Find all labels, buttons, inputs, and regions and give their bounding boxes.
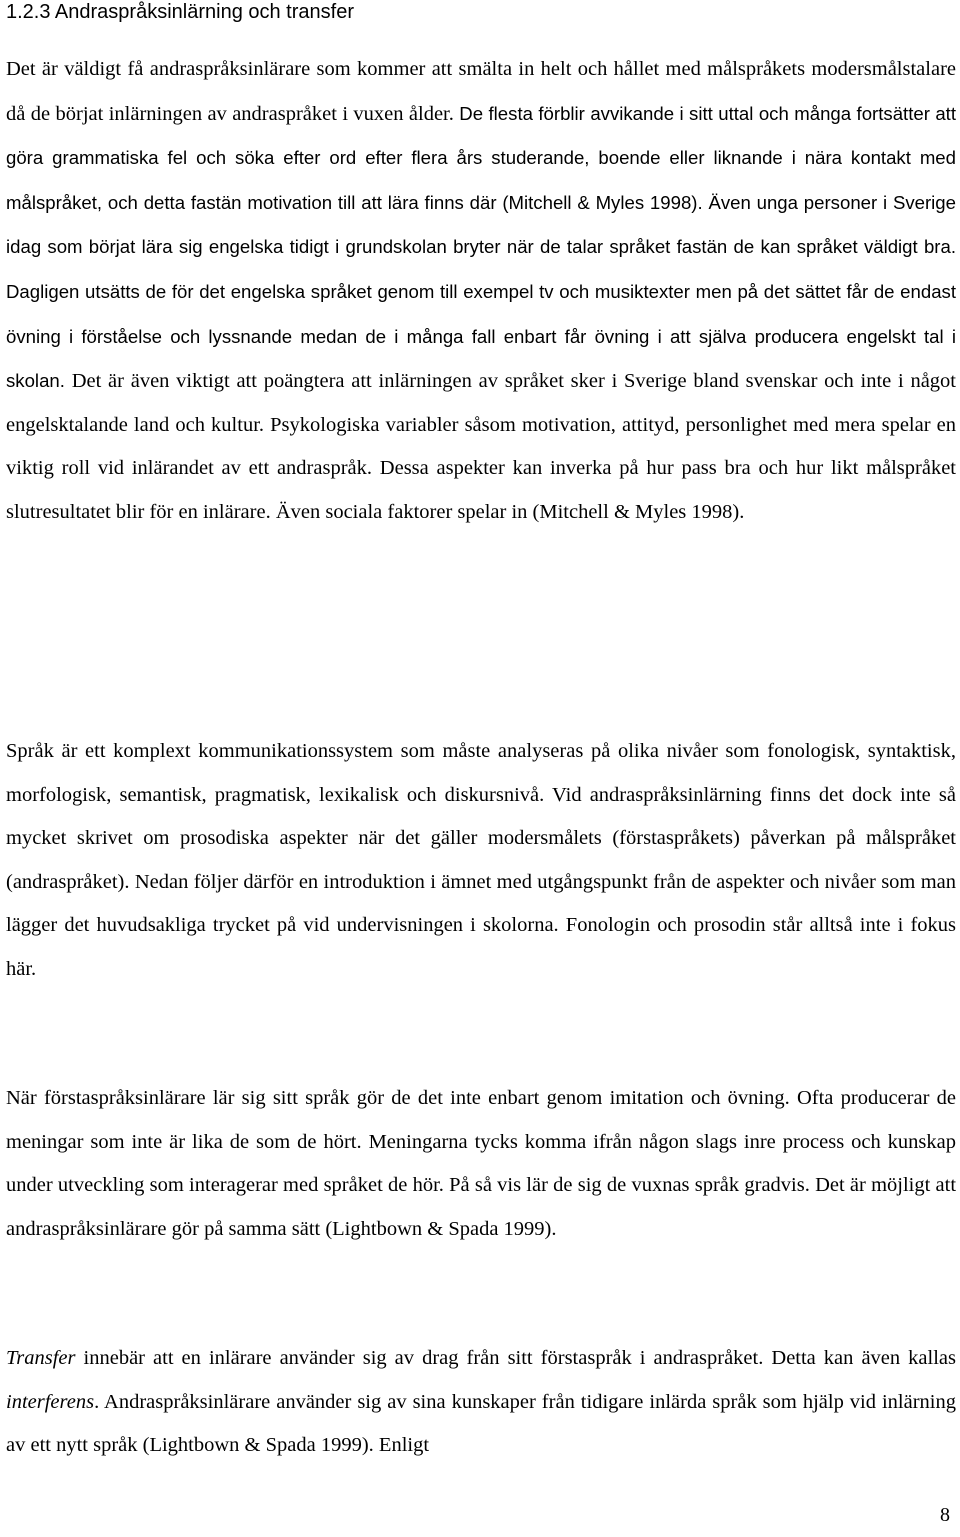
page-number: 8 <box>940 1504 950 1526</box>
p3-sentence-4: På så vis lär de sig de vuxnas språk gradvis. <box>449 1174 810 1197</box>
p2-sentence-1: Språk är ett komplext kommunikationssystem som måste analyseras på olika nivåer som fonologisk, syntaktisk, morfologisk, semantisk, pragmatisk, lexikalisk och diskursnivå. <box>6 740 956 806</box>
term-interferens: interferens <box>6 1390 95 1413</box>
p1-sentence-4: Dagligen utsätts de för det engelska språket genom till exempel tv och musiktexter men på det sättet får de endast övning i förståelse och lyssnande medan de i många fall enbart får övning i att själva producera engelskt tal i skolan. <box>6 280 956 392</box>
paragraph-3 <box>6 1077 956 1251</box>
p1-sentence-6: Psykologiska variabler såsom motivation, attityd, personlighet med mera spelar en viktig roll vid inlärandet av ett andraspråk. <box>6 413 957 480</box>
term-transfer: Transfer <box>6 1347 76 1369</box>
p3-sentence-2: Ofta producerar de meningar som inte är lika de som de hört. <box>6 1087 956 1153</box>
section-heading: 1.2.3 Andraspråksinlärning och transfer <box>6 1 354 23</box>
paragraph-1 <box>6 48 956 535</box>
p1-sentence-1: Det är väldigt få andraspråksinlärare som kommer att smälta in helt och hållet med målspråkets modersmålstalare då de börjat inlärningen av andraspråket i vuxen ålder. <box>6 58 956 125</box>
p1-sentence-3: Även unga personer i Sverige idag som börjat lära sig engelska tidigt i grundskolan bryter när de talar språket fastän de kan språket väldigt bra. <box>6 191 956 258</box>
p2-sentence-2: Vid andraspråksinlärning finns det dock inte så mycket skrivet om prosodiska aspekter när det gäller modersmålets (förstaspråkets) påverkan på målspråket (andraspråket). <box>6 783 956 893</box>
p1-sentence-5: Det är även viktigt att poängtera att inlärningen av språket sker i Sverige bland svenskar och inte i något engelsktalande land och kultur. <box>6 370 957 436</box>
p1-sentence-2: De flesta förblir avvikande i sitt uttal och många fortsätter att göra grammatiska fel och söka efter ord efter flera års studerande, boende eller liknande i nära kontakt med målspråket, och detta fastän motivation till att lära finns där (Mitchell & Myles 1998). <box>6 102 957 213</box>
p1-sentence-8: Även sociala faktorer spelar in (Mitchell & Myles 1998). <box>275 500 745 523</box>
p1-sentence-7: Dessa aspekter kan inverka på hur pass bra och hur likt målspråket slutresultatet blir för en inlärare. <box>6 457 957 523</box>
p4-text-2: . Andraspråksinlärare använder sig av sina kunskaper från tidigare inlärda språk som hjälp vid inlärning av ett nytt språk (Lightbown & Spada 1999). Enligt <box>6 1390 956 1457</box>
p4-text-1: innebär att en inlärare använder sig av drag från sitt förstaspråk i andraspråket. Detta kan även kallas <box>75 1347 956 1369</box>
paragraph-4 <box>6 1337 956 1468</box>
p2-sentence-4: Fonologin och prosodin står alltså inte i fokus här. <box>6 914 957 980</box>
p2-sentence-3: Nedan följer därför en introduktion i ämnet med utgångspunkt från de aspekter och nivåer som man lägger det huvudsakliga trycket på vid undervisningen i skolorna. <box>6 870 957 937</box>
paragraph-2 <box>6 730 956 992</box>
p3-sentence-3: Meningarna tycks komma ifrån någon slags inre process och kunskap under utveckling som interagerar med språket de hör. <box>6 1130 957 1197</box>
p3-sentence-5: Det är möjligt att andraspråksinlärare gör på samma sätt (Lightbown & Spada 1999). <box>6 1174 957 1240</box>
p3-sentence-1: När förstaspråksinlärare lär sig sitt språk gör de det inte enbart genom imitation och övning. <box>6 1087 790 1109</box>
